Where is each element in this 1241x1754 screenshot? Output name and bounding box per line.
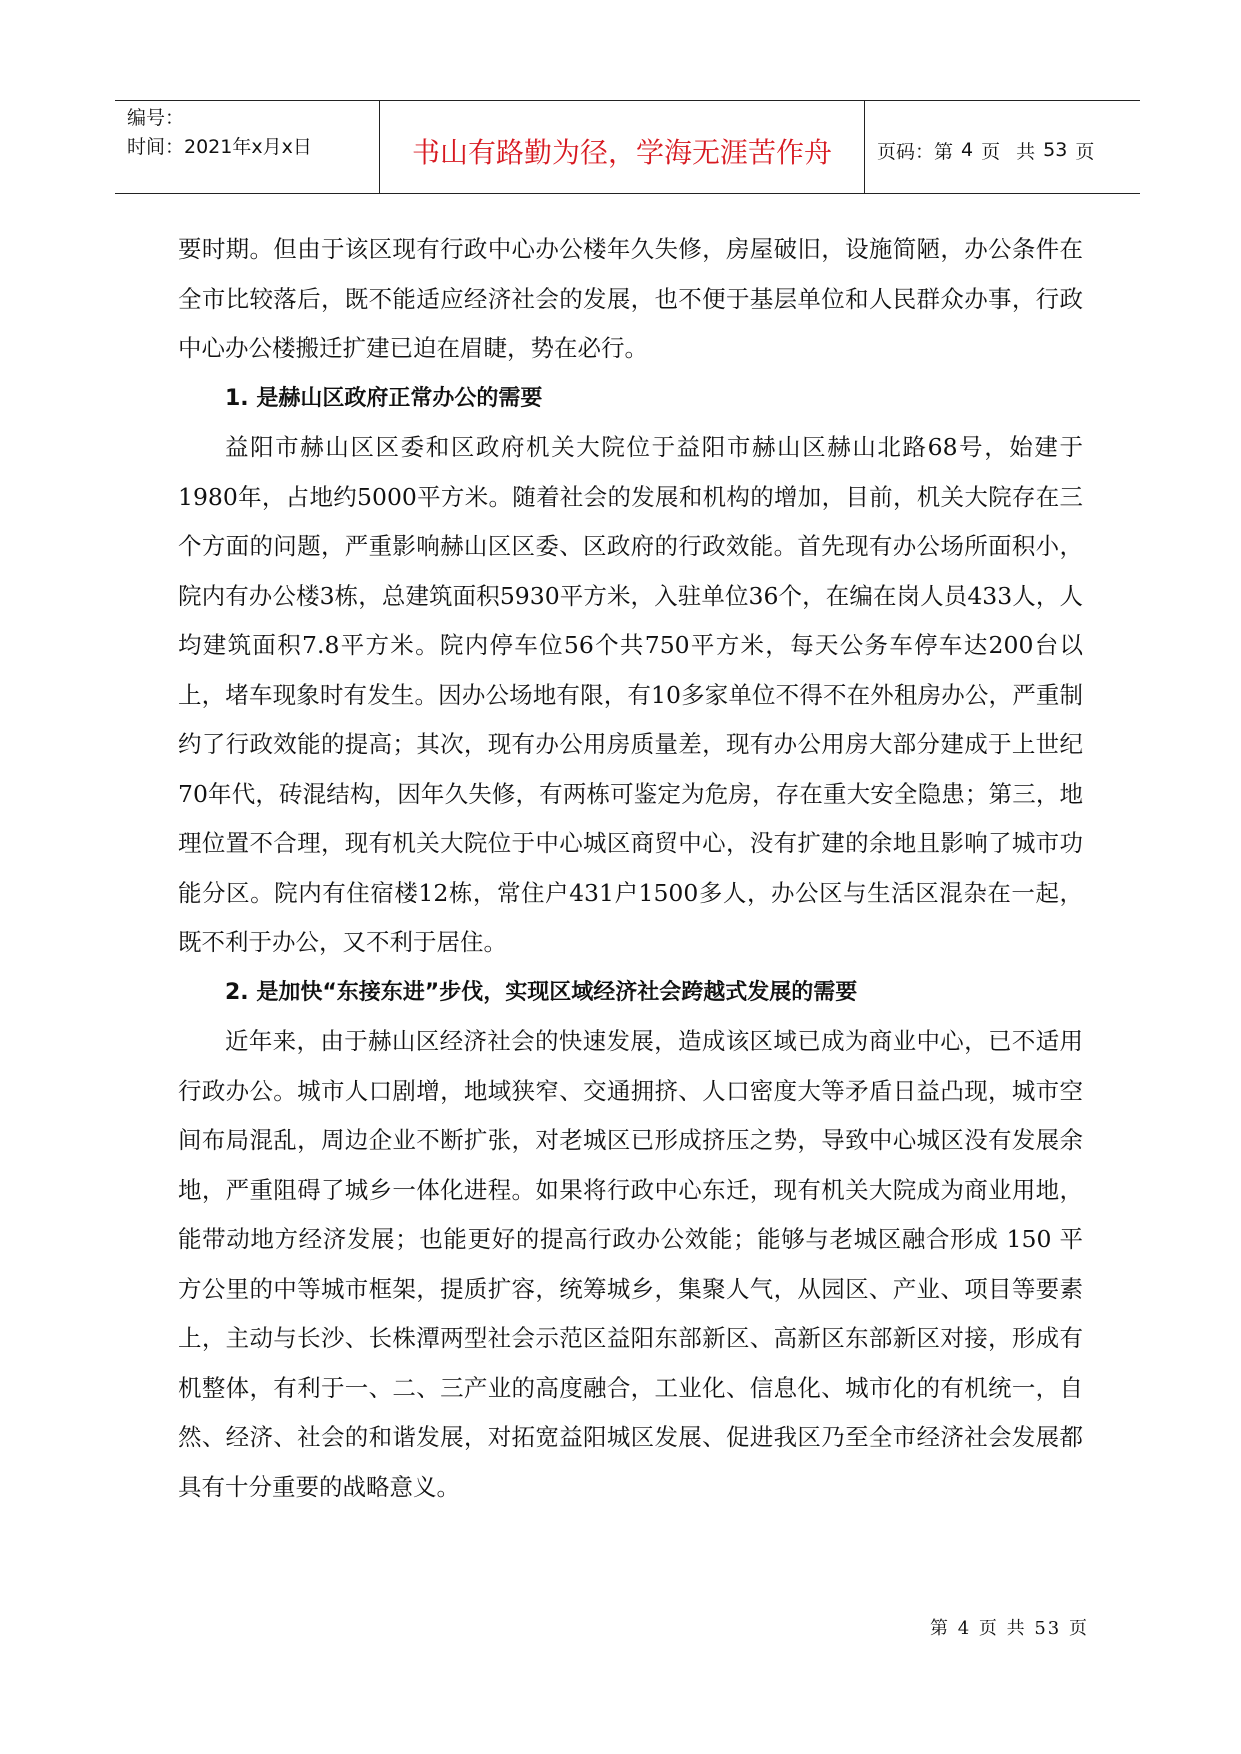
header-meta (115, 101, 380, 193)
document-body (178, 225, 1083, 1512)
header-motto: 书山有路勤为径，学海无涯苦作舟 (380, 101, 865, 193)
page-footer: 第 4 页 共 53 页 (930, 1618, 1089, 1639)
page-code-prefix: 页码：第 (877, 140, 954, 163)
page-code-total-prefix: 共 (1016, 140, 1036, 163)
section-1-paragraph: 益阳市赫山区区委和区政府机关大院位于益阳市赫山区赫山北路68号，始建于1980年，占地约5000平方米。随着社会的发展和机构的增加，目前，机关大院存在三个方面的问题，严重影响赫山区区委、区政府的行政效能。首先现有办公场所面积小，院内有办公楼3栋，总建筑面积5930平方米，入驻单位36个，在编在岗人员433人，人均建筑面积7.8平方米。院内停车位56个共750平方米，每天公务车停车达200台以上，堵车现象时有发生。因办公场地有限，有10多家单位不得不在外租房办公，严重制约了行政效能的提高；其次，现有办公用房质量差，现有办公用房大部分建成于上世纪70年代，砖混结构，因年久失修，有两栋可鉴定为危房，存在重大安全隐患；第三，地理位置不合理，现有机关大院位于中心城区商贸中心，没有扩建的余地且影响了城市功能分区。院内有住宿楼12栋，常住户431户1500多人，办公区与生活区混杂在一起，既不利于办公，又不利于居住。 (178, 433, 1083, 956)
page-code-mid: 页 (981, 140, 1001, 163)
intro-paragraph: 要时期。但由于该区现有行政中心办公楼年久失修，房屋破旧，设施简陋，办公条件在全市比较落后，既不能适应经济社会的发展，也不便于基层单位和人民群众办事，行政中心办公楼搬迁扩建已迫在眉睫，势在必行。 (178, 235, 1083, 362)
section-2-heading: 2. 是加快“东接东进”步伐，实现区域经济社会跨越式发展的需要 (225, 979, 858, 1005)
page-code-current: 4 (961, 139, 974, 161)
header-page-code (865, 101, 1140, 193)
page-code-total: 53 (1043, 139, 1068, 161)
page-header (115, 100, 1140, 194)
document-time: 时间：2021年x月x日 (127, 136, 312, 158)
page-code-suffix: 页 (1075, 140, 1095, 163)
document-number-label: 编号： (127, 107, 185, 129)
section-1-heading: 1. 是赫山区政府正常办公的需要 (225, 385, 543, 411)
section-2-paragraph: 近年来，由于赫山区经济社会的快速发展，造成该区域已成为商业中心，已不适用行政办公。城市人口剧增，地域狭窄、交通拥挤、人口密度大等矛盾日益凸现，城市空间布局混乱，周边企业不断扩张，对老城区已形成挤压之势，导致中心城区没有发展余地，严重阻碍了城乡一体化进程。如果将行政中心东迁，现有机关大院成为商业用地，能带动地方经济发展；也能更好的提高行政办公效能；能够与老城区融合形成 150 平方公里的中等城市框架，提质扩容，统筹城乡，集聚人气，从园区、产业、项目等要素上，主动与长沙、长株潭两型社会示范区益阳东部新区、高新区东部新区对接，形成有机整体，有利于一、二、三产业的高度融合，工业化、信息化、城市化的有机统一，自然、经济、社会的和谐发展，对拓宽益阳城区发展、促进我区乃至全市经济社会发展都具有十分重要的战略意义。 (178, 1027, 1083, 1501)
